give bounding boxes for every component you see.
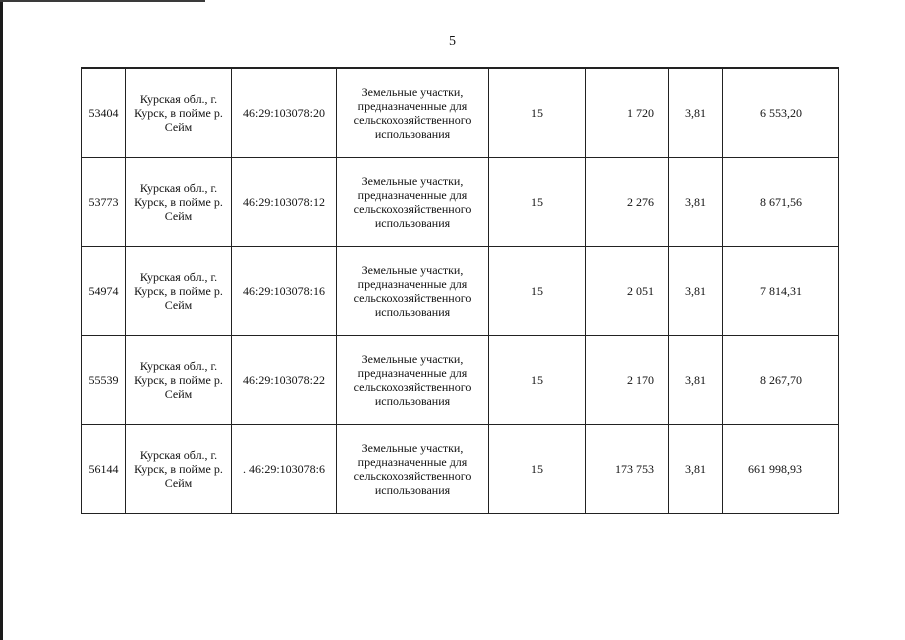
cell-address: Курская обл., г. Курск, в пойме р. Сейм	[126, 336, 232, 425]
cell-value: 8 267,70	[723, 336, 839, 425]
cell-address: Курская обл., г. Курск, в пойме р. Сейм	[126, 247, 232, 336]
cell-code: 15	[489, 158, 586, 247]
cell-category: Земельные участки, предназначенные для сельскохозяйственного использования	[337, 158, 489, 247]
cell-id: 53773	[82, 158, 126, 247]
table-row	[82, 425, 839, 514]
cell-area: 1 720	[586, 68, 669, 158]
cell-cadastral: 46:29:103078:20	[232, 68, 337, 158]
cell-address: Курская обл., г. Курск, в пойме р. Сейм	[126, 425, 232, 514]
cell-rate: 3,81	[669, 158, 723, 247]
cell-code: 15	[489, 336, 586, 425]
cell-address: Курская обл., г. Курск, в пойме р. Сейм	[126, 158, 232, 247]
cell-rate: 3,81	[669, 247, 723, 336]
scan-edge-top	[0, 0, 205, 2]
table-row	[82, 247, 839, 336]
cell-area: 2 051	[586, 247, 669, 336]
table-row	[82, 336, 839, 425]
page-number: 5	[449, 34, 456, 49]
cell-id: 53404	[82, 68, 126, 158]
cell-code: 15	[489, 68, 586, 158]
cell-category: Земельные участки, предназначенные для сельскохозяйственного использования	[337, 336, 489, 425]
table-row	[82, 68, 839, 158]
cell-rate: 3,81	[669, 336, 723, 425]
cell-category: Земельные участки, предназначенные для сельскохозяйственного использования	[337, 425, 489, 514]
cell-cadastral: 46:29:103078:12	[232, 158, 337, 247]
cell-id: 54974	[82, 247, 126, 336]
cell-category: Земельные участки, предназначенные для сельскохозяйственного использования	[337, 247, 489, 336]
cell-rate: 3,81	[669, 68, 723, 158]
scan-edge-left	[0, 0, 3, 640]
cell-area: 173 753	[586, 425, 669, 514]
cell-code: 15	[489, 425, 586, 514]
cell-category: Земельные участки, предназначенные для сельскохозяйственного использования	[337, 68, 489, 158]
cell-cadastral: 46:29:103078:22	[232, 336, 337, 425]
cell-area: 2 170	[586, 336, 669, 425]
cell-value: 8 671,56	[723, 158, 839, 247]
cell-value: 661 998,93	[723, 425, 839, 514]
cell-address: Курская обл., г. Курск, в пойме р. Сейм	[126, 68, 232, 158]
cell-cadastral: . 46:29:103078:6	[232, 425, 337, 514]
cell-value: 7 814,31	[723, 247, 839, 336]
cell-area: 2 276	[586, 158, 669, 247]
table-row	[82, 158, 839, 247]
cell-code: 15	[489, 247, 586, 336]
table-body	[82, 68, 839, 514]
cell-cadastral: 46:29:103078:16	[232, 247, 337, 336]
cell-rate: 3,81	[669, 425, 723, 514]
cell-value: 6 553,20	[723, 68, 839, 158]
land-parcels-table	[81, 67, 839, 514]
cell-id: 56144	[82, 425, 126, 514]
cell-id: 55539	[82, 336, 126, 425]
